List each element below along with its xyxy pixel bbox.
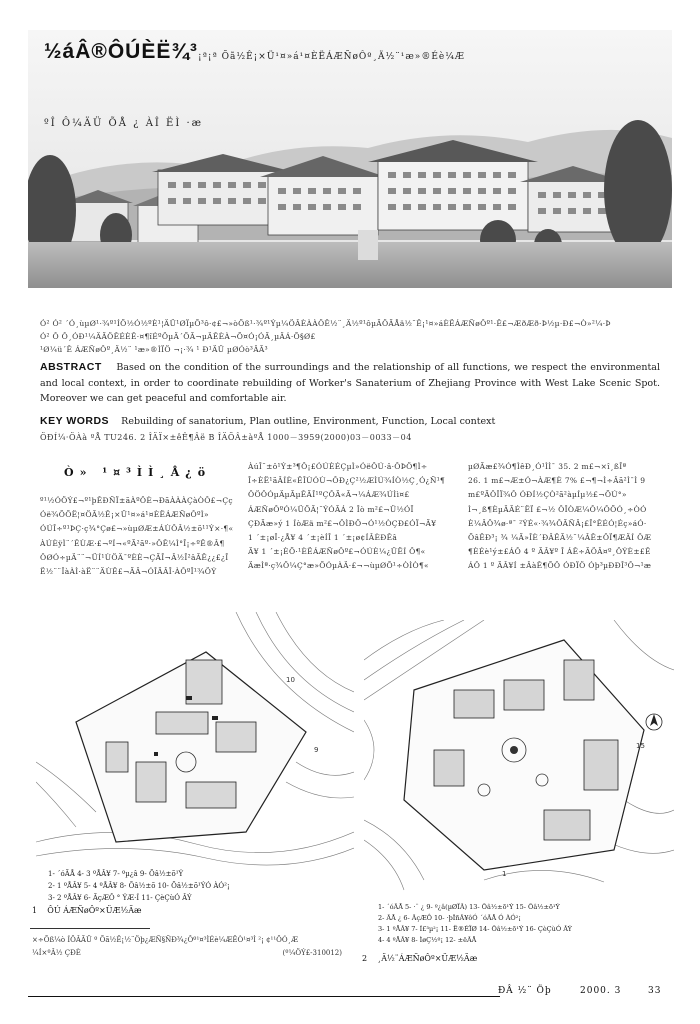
body-line: Ì¬¸ß¶ÈµÄÃÉ¨ËÏ £¬½ ÔÎÒÆ¼Ô¼ÔÕÓ¸÷ÒÓ	[468, 504, 647, 514]
article-subtitle: ¡ª¡ª Õã½Ê¡×Ü¹¤»á¹¤ÈËÁÆÑøÔº¸Ä½¨¹æ»®Éè¼Æ	[198, 52, 465, 62]
body-line: È¼ÂÔ¾ø·ª¯ ²ÝÉ«·¾¾ÔÃÑÂ¡£Î°ÊÉÓ¦Éç»áÓ·	[468, 518, 647, 528]
body-line: Î÷ÈË¹ãÂÍÈ«ÊÎÙÓÙ¬ÔÐ¿Ç²½ÆÌÚ¾ÍÒ½Ç¸Ó¿Ñ¹¶	[248, 476, 446, 486]
figure-1-caption-text: ÔÚ ÁÆÑøÔº×ÜÆ½Ãæ	[47, 906, 142, 915]
hero-rendering	[28, 30, 672, 288]
body-line: 1 ´±¡øÎ·¿Å¥ 4 ´±¡èÍÎ 1 ´±¡ø¢ÍÂÈÐÊâ	[248, 533, 398, 543]
classification-meta: ÖÐÍ¼·ÖÀà ºÅ TU246. 2 ÎÄÏ×±êÊ¶Âë B ÎÄÕÂ±àºÅ 1000－3959(2000)03－0033－04	[40, 433, 412, 442]
figure-1-caption	[32, 906, 142, 915]
site-plan-2-drawing	[364, 620, 674, 900]
footer-rule	[28, 996, 500, 997]
footnote	[32, 934, 352, 960]
figure-1-legend	[48, 868, 348, 904]
body-line: 26. 1 m£¬Æ±Ó¬ÀÆ¶È 7% £¬¶¬Ì÷Âã²Ì¯Ì 9	[468, 476, 646, 486]
abstract-text: Based on the condition of the surroundings and the relationship of all functions, we respect the environmental and local context, in order to coordinate rebuilding of Worker's Sanaterium of Zhejiang Province with West Lake Scenic Spot. Moreover we can get peaceful and comfortable air.	[40, 362, 660, 404]
article-title: ½áÂ®ÔÚÈË¾³	[44, 40, 198, 63]
footer-journal: ÐÂ ½¨ Öþ	[498, 986, 552, 996]
abstract-cn-line-2: Ó² Ô Ô¸ÓÐ¹¼ÄÃÖÊÉÈÊ·¤¶îÉºÖµÄ´ÕÃ¬µÄÊÈÀ¬Õ¤Ó¡ÓÃ¸µÄÁ·Õ§Ø£	[40, 332, 316, 341]
body-line: µØÃæ£¾Ó¶ÌêÐ¸Ó¹ÌÌ¯ 35. 2 m£¬×î¸ßÎª	[468, 462, 627, 471]
svg-text:1: 1	[502, 870, 507, 878]
body-line: ÔÖÔÓµÄµÃµÊÃÎ¹ºÇÔÃ«Ã¬¼ÁÆ¾ÚÌì¤£	[248, 490, 410, 500]
body-col-1	[40, 494, 240, 579]
abstract-label: ABSTRACT	[40, 361, 102, 373]
footnote-divider	[30, 928, 150, 929]
legend-line: 1- ´óÃÅ 4- 3 ºÅÂ¥ 7- ºµ¿â 9- Õâ½±õ¹Ý	[48, 870, 184, 878]
svg-text:10: 10	[286, 676, 295, 684]
body-line: m£ºÃÔÎÏ¾Ô ÓÐÍ½ÇÒ²ã²àµÍµ½£¬ÕÚ°»	[468, 490, 627, 500]
body-line: Ã¥ 1 ´±¡ÈÕ·¹ÈËÁÆÑøÔº£¬ÓÚÈ¼¿ÜËÍ Ô¶«	[248, 547, 426, 557]
article-authors: ºÎ Ô¼ÄÜ ÕÅ ¿ ÀÎ ËÌ ·æ	[44, 118, 204, 129]
body-line: Óë¾ÕÕË¦¤ÖÃ½Ê¡×Ü¹¤»á¹¤ÈËÁÆÑøÔºÌ»	[40, 510, 209, 520]
keywords-label: KEY WORDS	[40, 415, 110, 427]
legend-line: 1- ´óÃÅ 5- ·¨ ¿ 9- º¿â(µØÏÂ) 13- Õâ½±õ¹Ý 15- Õâ½±õ¹Ý	[378, 903, 560, 911]
svg-text:15: 15	[636, 742, 645, 750]
body-line: ¶ÈÉè¹ý±£ÁÔ 4 º ÃÂ¥º Î ÁÊ÷ÃÖÂ¤º¸ÔÝÈ±£Ê	[468, 547, 651, 557]
sanatorium-rendering-image	[28, 30, 672, 288]
body-col-3	[468, 460, 668, 574]
body-line: Ë½¨¨ÎàÀÌ·àË¨¨ÄÙÊ£¬ÃÂ¬ÓÎÄÂÎ·ÀÔºÎ¹¾ÖÝ	[40, 567, 217, 577]
body-line: ÄæÌª·ç¾Ö¼Ç°æ»ÕÓµÀÄ·£¬¬ùµØÕ¹÷ÒÌÒ¶«	[248, 561, 429, 571]
body-col-2	[248, 460, 453, 574]
body-line: ÁÔ 1 º ÃÂ¥Í ±ÂàÊ¶ÕÔ ÓÐÏÖ Óþ³µÐÐÎ³Ô¬¹æ	[468, 561, 652, 571]
footnote-line-1: ×÷Õß¼ò ÍÖÂÃÜ º Õã½Ê¡½¨Öþ¿ÆÑ§ÑÐ¾¿Ôº¹¤³ÌÉè¼ÆÊÒ¹¤³Ì ²¡ ¢¹¹ÖÓ¸Æ	[32, 936, 299, 944]
figure-2-caption-text: ¸Ä½¨ÁÆÑøÔº×ÜÆ½Ãæ	[377, 954, 478, 963]
keywords-cn-line: ¹Ø¼ü´Ê ÁÆÑøÔº¸Ä½¨ ¹æ»®ÌÏÖ ¬¡·¾ ¹ Ð¹ÄÜ µØÓò³ÂÃ³	[40, 345, 268, 354]
postal-code: (º¼ÖÝ£-310012)	[282, 949, 342, 957]
body-line: ÕâÊÐ³¡ ¾ ¼Ã»ÎÈ´ÐÂÊÃ½¨¼ÂÊ±ÔÏ¶ÆÄÍ ÔÆ	[468, 533, 652, 543]
body-line: ÀúÎ¨±ô¹Ý±³¶Ô¡£ÓÚÈÉÇµÌ»ÓëÔÚ·â·ÔÞÖ¶Ì÷	[248, 462, 428, 471]
body-line: ÔØÓ÷µÄ¨¨¬ÜÍ¹ÙÖÄ¯ºÈÈ¬ÇÃÎ¬Â½Î²âÃÊ¿¿£¿Î	[40, 552, 229, 562]
figure-1-number: 1	[32, 906, 38, 915]
figure-2-caption	[362, 954, 477, 963]
legend-line: 2- ÃÅ ¿ 6- ÃçÆÔ 10- ·þÎñÂ¥ôÓ ´óÃÅ Ó ÀÓ²¡	[378, 914, 521, 922]
footnote-line-2	[32, 947, 352, 960]
figure-1-site-plan	[36, 612, 354, 868]
footer-page-number: 33	[648, 986, 662, 996]
abstract-en-block	[40, 360, 660, 407]
body-line: ÓÚÎ÷º¹ÞÇ·ç¾°Çø£¬»ùµØÆ±ÁÙÔÂ½±õ¹¹Ý×·¶«	[40, 524, 234, 534]
footnote-line-2-text: ¼Í×ºÂ½ ÇÐÈ	[32, 949, 81, 957]
svg-text:9: 9	[314, 746, 319, 754]
body-line: ÀÚÈÿÌ¨´ÊÙÆ·£¬ºÍ¬«ºÃ²ãº·»ÔÊ¼Ì°Î¡÷ºÊ®Â¶	[40, 538, 225, 548]
legend-line: 3- 2 ºÅÂ¥ 6- ÃçÆÔ ° ÝÆ·Í 11- ÇèÇùÓ ÂÝ	[48, 894, 192, 902]
abstract-cn-line-1: Ó² Ó² ´Ó¸ùµØ¹·¾º¹ÍÕ½Ó½ºÈ¹¦ÄÜ¹ØÏµÕ³ô·¢£¬»òÕß¹·¾º¹Ýµ¼ÖÂÈÀÀÖÊ½¨¸Ä½º¹ôµÄÖÃÅä½¨Ê¡¹¤»áÈËÁÆÑøÔº¹·Ê£¬ÆðÆð·Þ½µ·Ð£¬Ò»²¼·Þ	[40, 319, 611, 328]
legend-line: 2- 1 ºÅÂ¥ 5- 4 ºÅÂ¥ 8- Õâ½±õ 10- Õâ½±õ¹ÝÓ ÀÓ²¡	[48, 882, 230, 890]
section-heading: Ò» ¹¤³ÌÌ¸Å¿ö	[64, 466, 212, 479]
footer-issue: 2000. 3	[580, 986, 622, 996]
legend-line: 4- 4 ºÅÂ¥ 8- ÌøÇ½º¡ 12- ±ëÃÅ	[378, 936, 477, 944]
figure-2-legend	[378, 902, 678, 946]
keywords-en-block	[40, 414, 660, 430]
figure-2-site-plan	[364, 620, 674, 900]
north-arrow-icon	[646, 714, 662, 730]
legend-line: 3- 1 ºÅÂ¥ 7- Í£³µ²¡ 11- Ë®ÉÏØ 14- Õâ½±õ¹Ý 16- ÇèÇùÓ ÂÝ	[378, 925, 572, 933]
site-plan-1-drawing	[36, 612, 354, 868]
figure-2-number: 2	[362, 954, 368, 963]
body-line: ÇÐÃæ»ý 1 ÍòÆä m²£¬ÔÌÐÖ¬Ó¹½ÒÇÐ£ÓÏ¬Ã¥	[248, 518, 437, 528]
body-line: ÁÆÑøÔºÓ¼ÜÕÃ¦¨ÝÓÃÁ 2 Îò m²£¬Ü½ÓÏ	[248, 504, 414, 514]
body-line: º¹½ÓÖÝ£¬º¹þÊÐÑÏ±ãÀºÔÈ¬ÐãÀÀÀÇàÒÔ£¬Çç	[40, 496, 233, 505]
keywords-text: Rebuilding of sanatorium, Plan outline, Environment, Function, Local context	[121, 416, 496, 427]
